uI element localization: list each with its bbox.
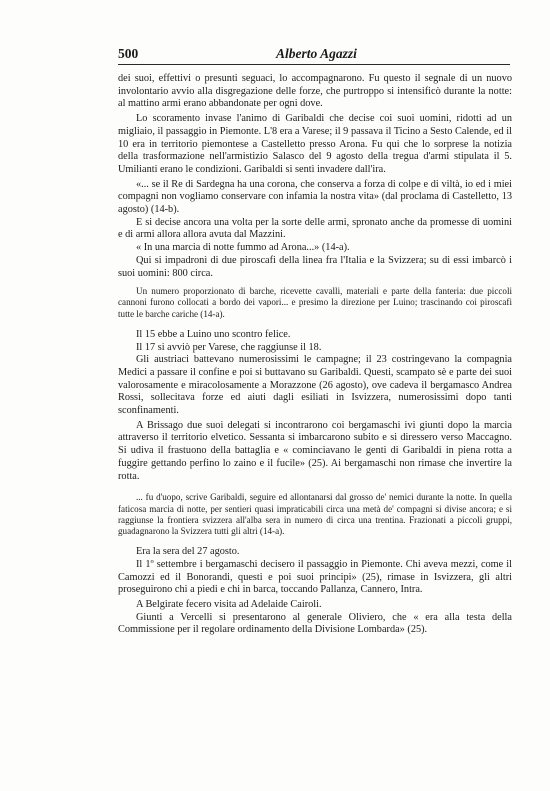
paragraph: Il 17 si avviò per Varese, che raggiunse il 18. (136, 341, 322, 353)
quotation: « In una marcia di notte fummo ad Arona...» (14-a). (136, 242, 350, 254)
quotation: «... se il Re di Sardegna ha una corona, che conserva a forza di colpe e di viltà, io ed i miei compagni non vogliamo conservare con infamia la nostra vita» (dal proclama di Castelletto, 13 agosto) (14-b). (118, 178, 512, 216)
paragraph: A Belgirate fecero visita ad Adelaide Cairoli. (136, 598, 322, 610)
paragraph: E si decise ancora una volta per la sorte delle armi, spronato anche da promesse di uomini e di armi allora allora avuta dal Mazzini. (118, 216, 512, 241)
paragraph: Era la sera del 27 agosto. (136, 546, 240, 558)
paragraph: A Brissago due suoi delegati si incontrarono coi bergamaschi ivi giunti dopo la marcia attraverso il territorio elvetico. Sessanta si imbarcarono subito e si diressero verso Maccagno. Si udiva il frastuono della battaglia e « cominciavano le genti di Garibaldi in piena rotta a fuggire gettando perfino lo zaino e il fucile» (25). Ai bergamaschi non rimase che invertire la rotta. (118, 419, 512, 482)
paragraph: Gli austriaci battevano numerosissimi le campagne; il 23 costringevano la compagnia Medici a passare il confine e poi si buttavano su Garibaldi. Questi, scampato sè e parte dei suoi valorosamente e miracolosamente a Morazzone (26 agosto), ove cadeva il bergamasco Andrea Rossi, sollecitava forze ed aiuti dagli esiliati in Isvizzera, numerosissimi dopo tanti sconfinamenti. (118, 354, 512, 417)
running-author: Alberto Agazzi (276, 46, 357, 61)
paragraph: Qui si impadronì di due piroscafi della linea fra l'Italia e la Svizzera; su di essi imbarcò i suoi uomini: 800 circa. (118, 254, 512, 279)
page-body (118, 73, 512, 637)
paragraph: Lo scoramento invase l'animo di Garibaldi che decise coi suoi uomini, ridotti ad un migliaio, il passaggio in Piemonte. L'8 era a Varese; il 9 passava il Ticino a Sesto Calende, ed il 10 era in territorio piemontese a Castelletto presso Arona. Fu qui che lo sorprese la notizia della trasformazione nell'armistizio Salasco del 9 agosto della tregua d'armi stipulata il 5. Umilianti erano le condizioni. Garibaldi si sentì invadere dall'ira. (118, 113, 512, 175)
block-quote: Un numero proporzionato di barche, ricevette cavalli, materiali e parte della fanteria: due piccoli cannoni furono collocati a bordo dei vapori... e presimo la direzione per Luino; trascinando coi piroscafi tutte le barche cariche (14-a). (118, 286, 512, 319)
paragraph: Il 15 ebbe a Luino uno scontro felice. (136, 328, 291, 340)
block-quote: ... fu d'uopo, scrive Garibaldi, seguire ed allontanarsi dal grosso de' nemici durante la notte. In quella faticosa marcia di notte, per sentieri quasi impraticabili circa una metà de' compagni si divise ancora; e si raggiunse la frontiera svizzera all'alba sera in numero di circa una trentina. Frazionati a piccoli gruppi, guadagnarono la Svizzera tutti gli altri (14-a). (118, 492, 512, 536)
running-header (118, 46, 510, 65)
paragraph: Il 1º settembre i bergamaschi decisero il passaggio in Piemonte. Chi aveva mezzi, come il Camozzi ed il Bonorandi, questi e poi suoi principi» (25), rimase in Isvizzera, gli altri proseguirono chi a piedi e chi in barca, toccando Pallanza, Cannero, Intra. (118, 558, 512, 596)
page-number: 500 (118, 46, 139, 61)
paragraph: Giunti a Vercelli si presentarono al generale Oliviero, che « era alla testa della Commissione per il regolare ordinamento della Divisione Lombarda» (25). (118, 611, 512, 636)
paragraph: dei suoi, effettivi o presunti seguaci, lo accompagnarono. Fu questo il segnale di un nuovo involontario avvio alla disgregazione delle forze, che purtroppo si intensificò durante la notte: al mattino armi erano abbandonate per ogni dove. (118, 73, 512, 110)
